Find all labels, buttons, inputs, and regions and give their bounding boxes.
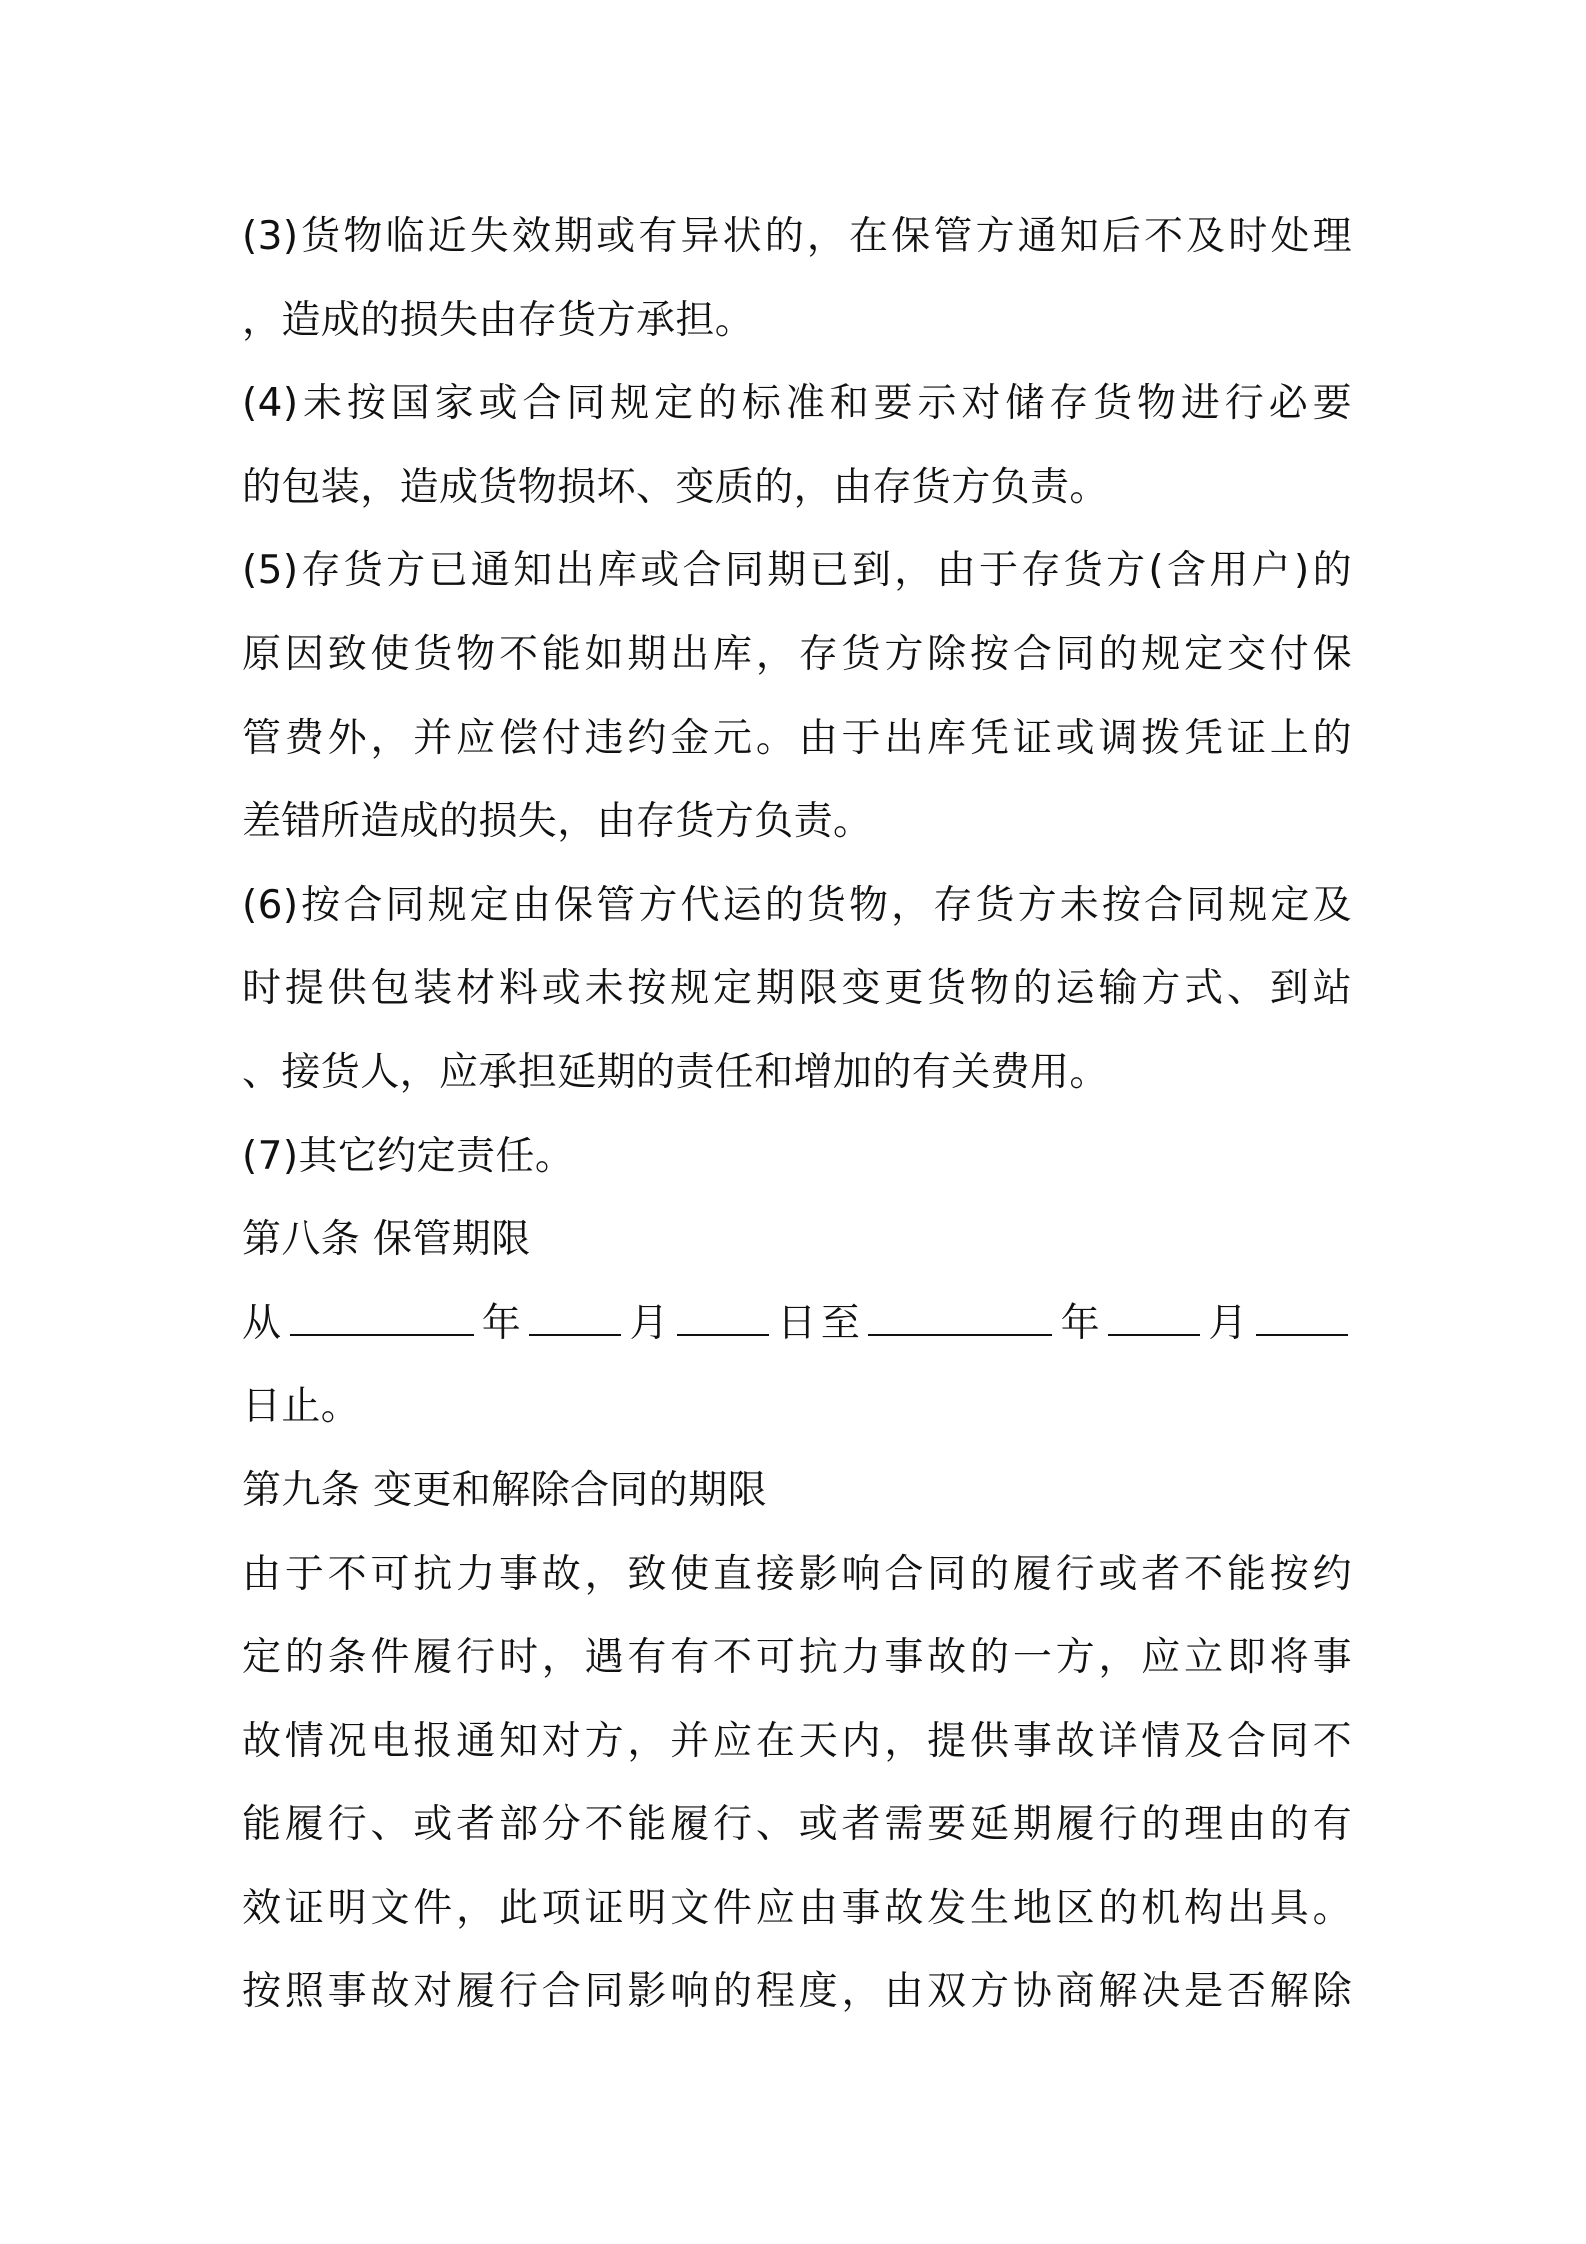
end-month-label: 月 xyxy=(1208,1300,1248,1346)
clause-9-line-2: 定的条件履行时，遇有有不可抗力事故的一方，应立即将事 xyxy=(242,1635,1352,1681)
end-year-label: 年 xyxy=(1060,1300,1100,1346)
clause-9-line-3: 故情况电报通知对方，并应在天内，提供事故详情及合同不 xyxy=(242,1718,1352,1764)
clause-7-item-6-line-3: 、接货人，应承担延期的责任和增加的有关费用。 xyxy=(242,1049,1109,1095)
end-year-blank xyxy=(868,1299,1052,1336)
start-month-blank xyxy=(529,1299,621,1336)
clause-7-item-5-line-3: 管费外，并应偿付违约金元。由于出库凭证或调拨凭证上的 xyxy=(242,715,1352,761)
storage-period-date-end: 日止。 xyxy=(242,1384,361,1430)
date-to-label: 至 xyxy=(820,1300,861,1346)
clause-9-line-4: 能履行、或者部分不能履行、或者需要延期履行的理由的有 xyxy=(242,1802,1352,1848)
start-year-label: 年 xyxy=(481,1300,522,1346)
start-year-blank xyxy=(290,1299,474,1336)
clause-9-heading: 第九条 变更和解除合同的期限 xyxy=(242,1467,767,1513)
clause-7-item-3-line-1: (3)货物临近失效期或有异状的，在保管方通知后不及时处理 xyxy=(242,214,1352,259)
date-from-label: 从 xyxy=(242,1300,282,1346)
start-day-blank xyxy=(677,1299,769,1336)
document-body xyxy=(242,195,1352,2034)
start-month-label: 月 xyxy=(629,1300,669,1346)
clause-8-heading: 第八条 保管期限 xyxy=(242,1217,531,1263)
clause-7-item-4-line-1: (4)未按国家或合同规定的标准和要示对储存货物进行必要 xyxy=(242,381,1352,427)
end-month-blank xyxy=(1108,1299,1200,1336)
clause-9-line-6: 按照事故对履行合同影响的程度，由双方协商解决是否解除 xyxy=(242,1969,1352,2015)
clause-7-item-5-line-1: (5)存货方已通知出库或合同期已到，由于存货方(含用户)的 xyxy=(242,548,1352,594)
clause-7-item-4-line-2: 的包装，造成货物损坏、变质的，由存货方负责。 xyxy=(242,464,1109,510)
start-day-label: 日 xyxy=(777,1300,817,1346)
clause-9-line-1: 由于不可抗力事故，致使直接影响合同的履行或者不能按约 xyxy=(242,1551,1352,1597)
clause-7-item-5-line-4: 差错所造成的损失，由存货方负责。 xyxy=(242,799,873,845)
end-day-blank xyxy=(1256,1299,1348,1336)
storage-period-date-line xyxy=(242,1282,1352,1366)
clause-9-line-5: 效证明文件，此项证明文件应由事故发生地区的机构出具。 xyxy=(242,1885,1352,1931)
clause-7-item-7: (7)其它约定责任。 xyxy=(242,1133,575,1179)
clause-7-item-5-line-2: 原因致使货物不能如期出库，存货方除按合同的规定交付保 xyxy=(242,631,1352,677)
clause-7-item-3-line-2: ，造成的损失由存货方承担。 xyxy=(242,297,755,343)
clause-7-item-6-line-2: 时提供包装材料或未按规定期限变更货物的运输方式、到站 xyxy=(242,966,1352,1012)
clause-7-item-6-line-1: (6)按合同规定由保管方代运的货物，存货方未按合同规定及 xyxy=(242,882,1352,928)
